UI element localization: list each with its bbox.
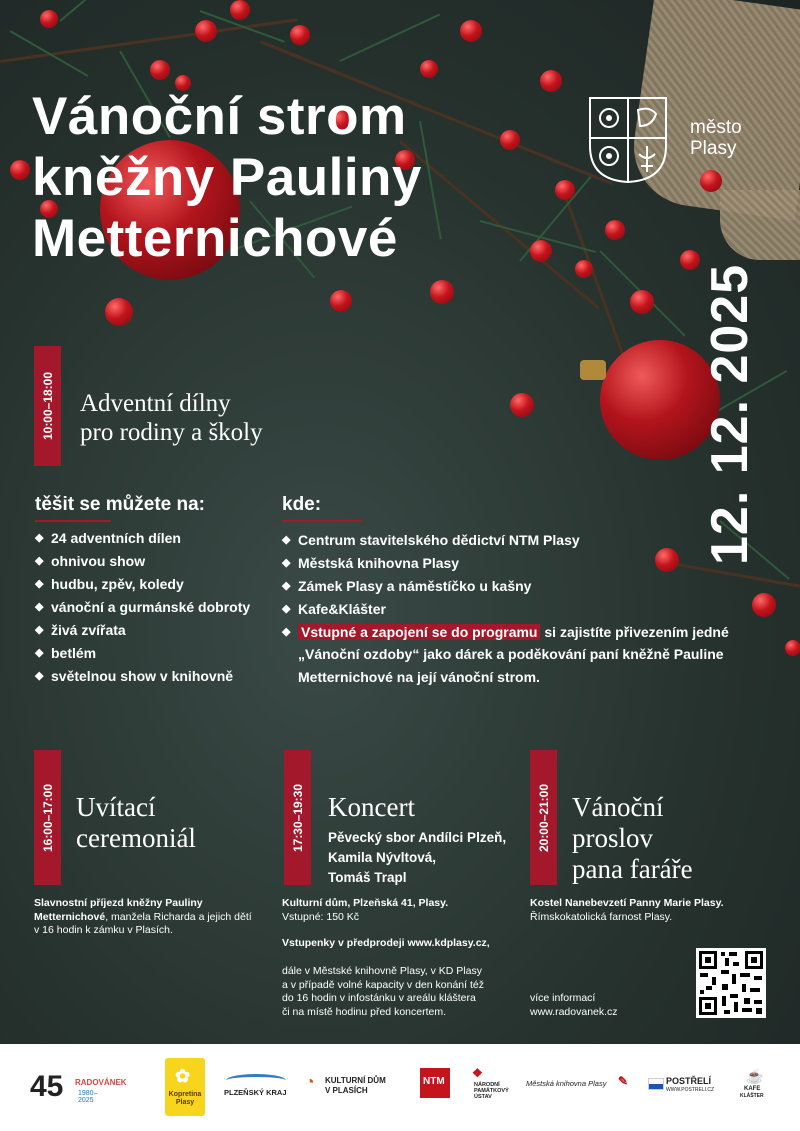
- list-item: ◆ Centrum stavitelského dědictví NTM Plasy: [282, 529, 782, 552]
- advent-line-1: Adventní dílny: [80, 390, 231, 417]
- title-line-1: Vánoční strom: [32, 87, 407, 146]
- concert-time: 17:30–19:30: [290, 783, 305, 852]
- presale-bold: Vstupenky v předprodeji www.kdplasy.cz,: [282, 937, 490, 949]
- plasy-coat-of-arms-icon: [588, 96, 668, 184]
- list-item: ◆ živá zvířata: [35, 619, 275, 642]
- list-item: ◆ vánoční a gurmánské dobroty: [35, 596, 275, 619]
- more-info: [530, 992, 618, 1019]
- enjoy-heading: těšit se můžete na:: [35, 494, 205, 515]
- kulturni-dum-icon: ◔: [305, 1074, 315, 1091]
- kafe-text-1: KAFE: [744, 1086, 761, 1092]
- npu-icon: ❖: [472, 1066, 483, 1080]
- radovanek-name: RADOVÁNEK: [75, 1078, 127, 1087]
- where-underline: [282, 520, 362, 522]
- presale-line: dále v Městské knihovně Plasy, v KD Plasy: [282, 965, 482, 977]
- entry-highlight: Vstupné a zapojení se do programu: [298, 624, 540, 640]
- list-item: ◆ Zámek Plasy a náměstíčko u kašny: [282, 575, 782, 598]
- welcome-description: [34, 897, 256, 938]
- entry-text-1: si zajistíte přivezením jedné: [540, 624, 729, 640]
- knihovna-logo: [526, 1076, 636, 1096]
- welcome-title: [76, 792, 196, 854]
- welcome-time: 16:00–17:00: [40, 783, 55, 852]
- poster-title: [32, 86, 572, 269]
- speech-time: 20:00–21:00: [536, 783, 551, 852]
- welcome-desc-bold: Slavnostní příjezd kněžny Pauliny Metternichové: [34, 897, 203, 923]
- npu-text-3: ÚSTAV: [474, 1094, 492, 1100]
- knihovna-text: Městská knihovna Plasy: [526, 1079, 607, 1088]
- event-date-text: 12. 12. 2025: [701, 263, 759, 565]
- welcome-title-2: ceremoniál: [76, 823, 196, 853]
- where-heading: kde:: [282, 494, 322, 515]
- concert-presale: [282, 937, 532, 951]
- welcome-title-1: Uvítací: [76, 792, 156, 822]
- speech-title-2: proslov: [572, 823, 653, 853]
- qr-code-icon[interactable]: [696, 948, 766, 1018]
- logo-line-2: Plasy: [690, 138, 737, 159]
- kopretina-logo: [165, 1058, 205, 1116]
- list-item: ◆ světelnou show v knihovně: [35, 665, 275, 688]
- enjoy-underline: [35, 520, 111, 522]
- kopretina-flower-icon: ✿: [175, 1066, 191, 1086]
- npu-text-1: NÁRODNÍ: [474, 1082, 500, 1088]
- advent-line-2: pro rodiny a školy: [80, 419, 263, 446]
- postreli-text-1: POSTŘELÍ: [666, 1076, 712, 1086]
- speech-place: [530, 897, 760, 924]
- knihovna-icon: ✎: [618, 1074, 629, 1088]
- concert-title: Koncert: [328, 792, 415, 822]
- concert-performers: [328, 828, 506, 888]
- performer: Kamila Nývltová,: [328, 850, 437, 865]
- plzensky-kraj-text: PLZEŇSKÝ KRAJ: [224, 1088, 287, 1097]
- list-item: ◆ 24 adventních dílen: [35, 527, 275, 550]
- radovanek-logo: [30, 1068, 127, 1108]
- plzensky-kraj-arc-icon: [226, 1074, 286, 1087]
- npu-logo: [470, 1066, 520, 1106]
- partners-footer: [0, 1044, 800, 1131]
- burlap-cloth-edge: [720, 190, 800, 260]
- advent-time: 10:00–18:00: [40, 371, 55, 441]
- concert-price: Vstupné: 150 Kč: [282, 910, 360, 923]
- performer: Pěvecký sbor Andílci Plzeň,: [328, 830, 507, 845]
- ntm-text: NTM: [423, 1076, 445, 1087]
- presale-line: či na místě hodinu před koncertem.: [282, 1005, 447, 1018]
- logo-line-1: město: [690, 117, 742, 138]
- radovanek-years: 1980–2025: [78, 1090, 98, 1104]
- kopretina-text: Kopretina Plasy: [168, 1091, 202, 1106]
- kulturni-dum-text-1: KULTURNÍ DŮM: [325, 1076, 386, 1085]
- speech-time-bar: [530, 750, 557, 885]
- ntm-logo: [420, 1068, 450, 1098]
- more-info-link[interactable]: www.radovanek.cz: [530, 1005, 618, 1018]
- presale-line: a v případě volné kapacity v den konání též: [282, 978, 484, 991]
- entry-note: [282, 621, 782, 644]
- list-item: ◆ betlém: [35, 642, 275, 665]
- entry-text-2: „Vánoční ozdoby“ jako dárek a poděkování paní kněžně Pauline: [298, 646, 724, 662]
- kafe-cup-icon: ☕: [746, 1068, 764, 1084]
- logo-text: [690, 117, 742, 159]
- title-line-3: Metternichové: [32, 209, 398, 268]
- list-item: ◆ Městská knihovna Plasy: [282, 552, 782, 575]
- list-item: ◆ ohnivou show: [35, 550, 275, 573]
- welcome-time-bar: [34, 750, 61, 885]
- speech-title-1: Vánoční: [572, 792, 664, 822]
- more-info-label: více informací: [530, 992, 596, 1004]
- speech-title: [572, 792, 693, 885]
- postreli-logo: [648, 1076, 718, 1102]
- bauble-cap: [580, 360, 606, 380]
- advent-heading: [80, 389, 263, 447]
- welcome-desc-rest: , manžela Richarda a jejich dětí v 16 hodin k zámku v Plasích.: [34, 910, 252, 936]
- speech-place-bold: Kostel Nanebevzetí Panny Marie Plasy.: [530, 897, 724, 909]
- concert-venue: [282, 897, 522, 924]
- speech-place-rest: Římskokatolická farnost Plasy.: [530, 910, 673, 923]
- npu-text-2: PAMÁTKOVÝ: [474, 1088, 509, 1094]
- enjoy-list: [35, 527, 275, 688]
- postreli-flag-icon: [648, 1078, 664, 1090]
- plzensky-kraj-logo: [224, 1074, 294, 1104]
- title-line-2: kněžny Pauliny: [32, 148, 422, 207]
- advent-time-bar: [34, 346, 61, 466]
- concert-presale-details: [282, 965, 532, 1019]
- presale-line: do 16 hodin v infostánku v areálu kláštera: [282, 992, 476, 1004]
- kafe-text-2: KLÁŠTER: [740, 1093, 764, 1099]
- concert-time-bar: [284, 750, 311, 885]
- kulturni-dum-logo: [305, 1074, 405, 1104]
- concert-venue-text: Kulturní dům, Plzeňská 41, Plasy.: [282, 897, 449, 909]
- entry-text-3: Metternichové na její vánoční strom.: [298, 669, 540, 685]
- where-list: [282, 529, 782, 644]
- radovanek-number: 45: [30, 1070, 64, 1103]
- list-item: ◆ hudbu, zpěv, koledy: [35, 573, 275, 596]
- kulturni-dum-text-2: V PLASÍCH: [325, 1086, 368, 1095]
- list-item: ◆ Kafe&Klášter: [282, 598, 782, 621]
- postreli-text-2: WWW.POSTRELI.CZ: [666, 1087, 715, 1093]
- speech-title-3: pana faráře: [572, 854, 693, 884]
- performer: Tomáš Trapl: [328, 870, 407, 885]
- kafe-klaster-logo: [738, 1068, 778, 1108]
